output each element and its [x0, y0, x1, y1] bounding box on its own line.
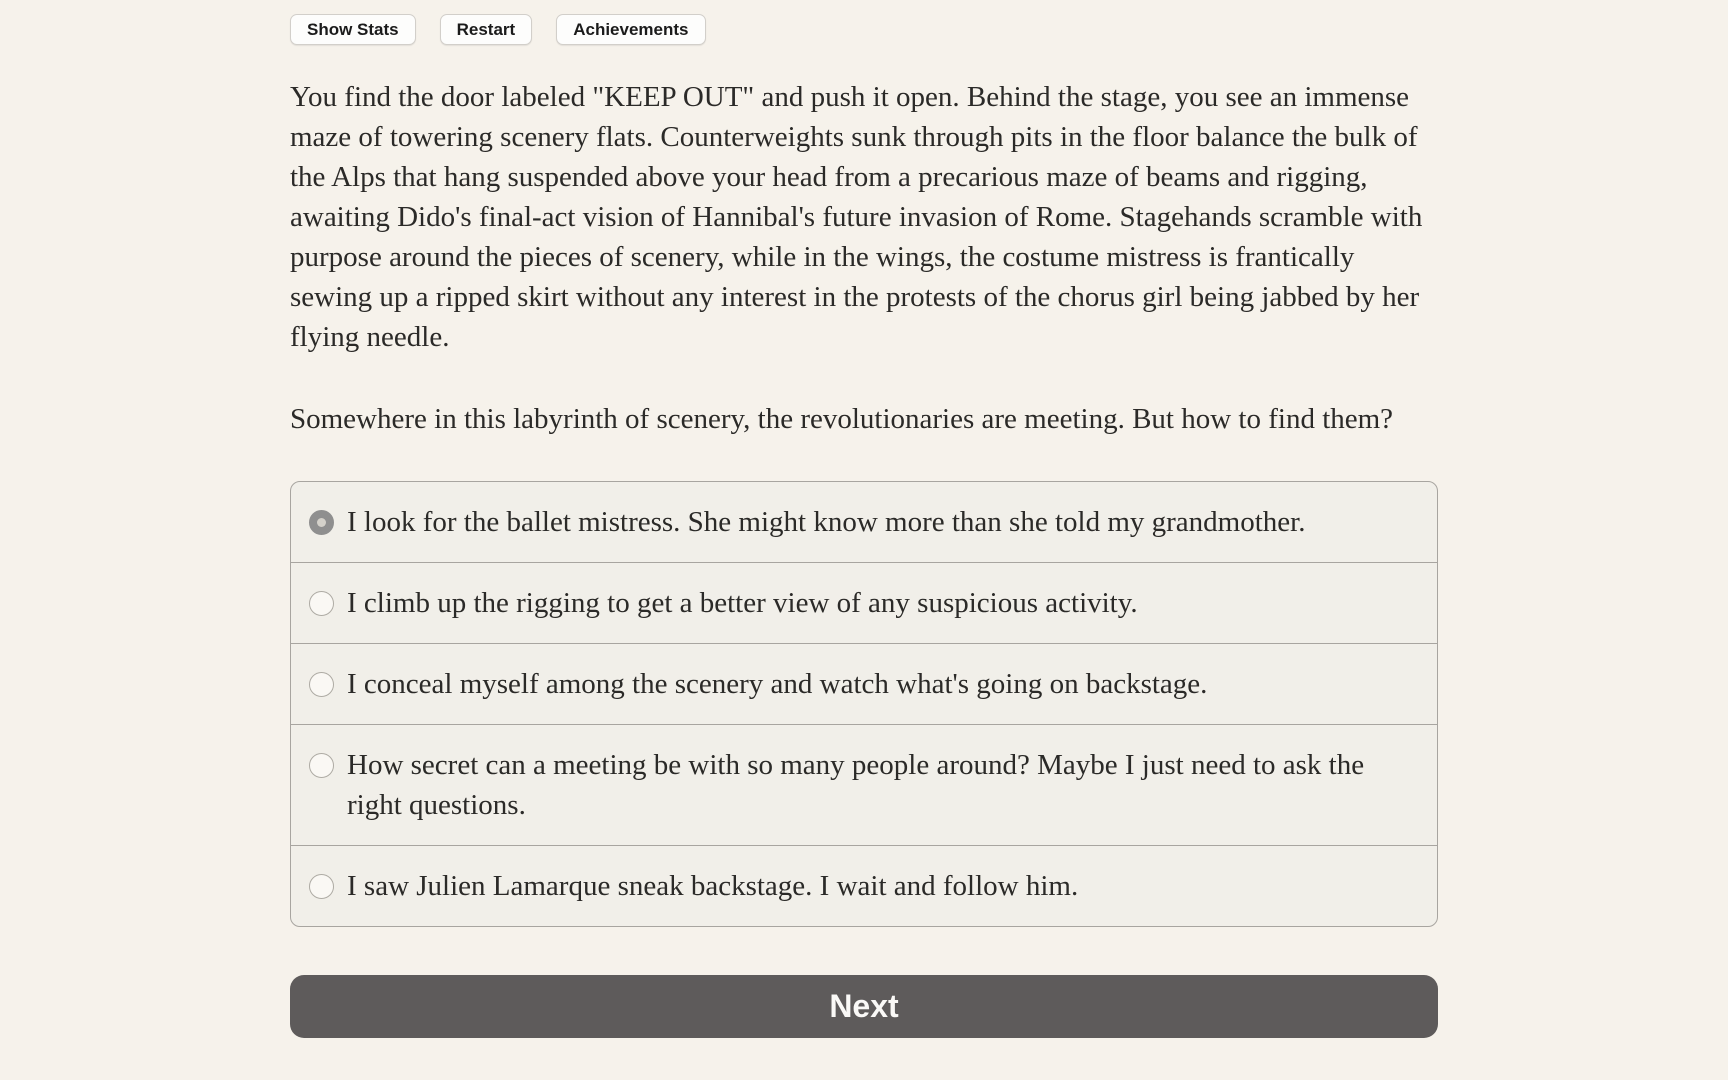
story-paragraph: Somewhere in this labyrinth of scenery, the revolutionaries are meeting. But how to find them? [290, 403, 1394, 435]
show-stats-button[interactable]: Show Stats [290, 14, 416, 45]
restart-button[interactable]: Restart [440, 14, 533, 45]
choice-label: I climb up the rigging to get a better view of any suspicious activity. [347, 587, 1138, 619]
achievements-button[interactable]: Achievements [556, 14, 705, 45]
radio-button[interactable] [309, 753, 334, 778]
game-page [290, 0, 1438, 1038]
choice-label: I look for the ballet mistress. She might know more than she told my grandmother. [347, 506, 1306, 538]
choice-option-ask-questions[interactable] [291, 724, 1437, 845]
radio-button[interactable] [309, 672, 334, 697]
story-text [290, 77, 1438, 439]
radio-button[interactable] [309, 510, 334, 535]
choice-option-ballet-mistress[interactable] [291, 482, 1437, 562]
choice-option-conceal-myself[interactable] [291, 643, 1437, 724]
toolbar [290, 14, 1438, 45]
radio-button[interactable] [309, 874, 334, 899]
radio-button[interactable] [309, 591, 334, 616]
choice-label: I saw Julien Lamarque sneak backstage. I wait and follow him. [347, 870, 1079, 902]
story-paragraph: You find the door labeled "KEEP OUT" and push it open. Behind the stage, you see an immense maze of towering scenery flats. Counterweights sunk through pits in the floor balance the bulk of the Alps that hang suspended above your head from a precarious maze of beams and rigging, awaiting Dido's final-act vision of Hannibal's future invasion of Rome. Stagehands scramble with purpose around the pieces of scenery, while in the wings, the costume mistress is frantically sewing up a ripped skirt without any interest in the protests of the chorus girl being jabbed by her flying needle. [290, 81, 1423, 353]
choice-option-climb-rigging[interactable] [291, 562, 1437, 643]
choice-option-follow-julien[interactable] [291, 845, 1437, 926]
choice-label: How secret can a meeting be with so many people around? Maybe I just need to ask the right questions. [347, 749, 1365, 821]
choice-list [290, 481, 1438, 927]
next-button[interactable]: Next [290, 975, 1438, 1038]
choice-label: I conceal myself among the scenery and watch what's going on backstage. [347, 668, 1208, 700]
